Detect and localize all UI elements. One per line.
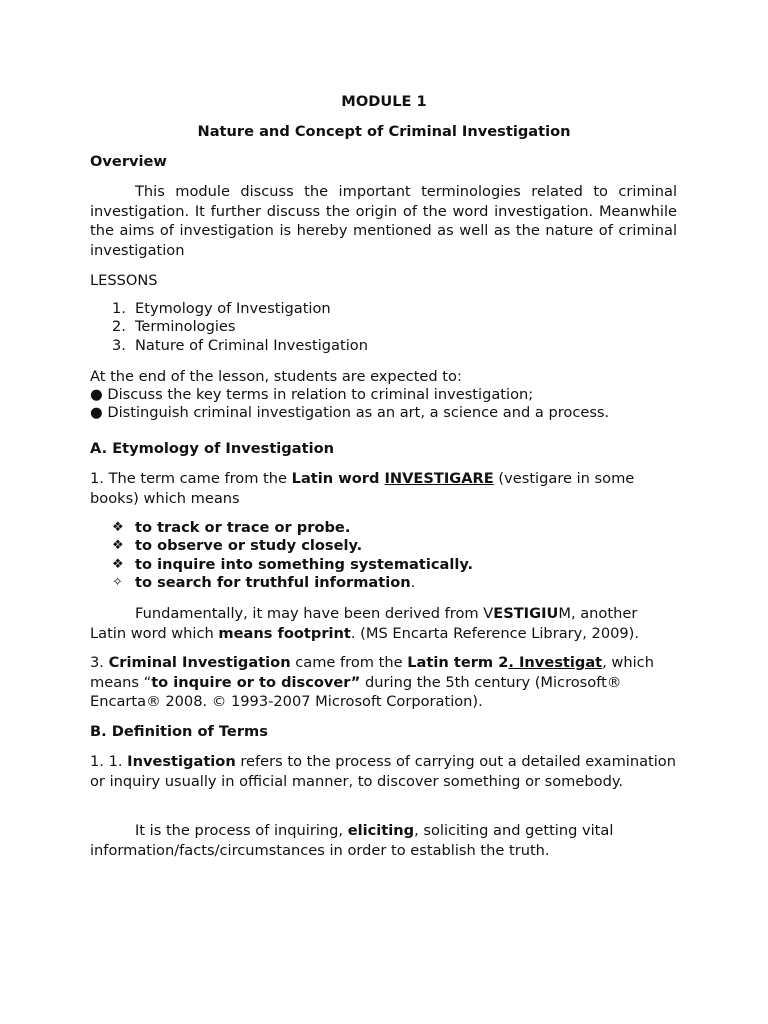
text-run-bold: eliciting [347, 822, 415, 839]
meaning-text: to observe or study closely. [135, 537, 363, 555]
text-run-bold: means footprint [218, 624, 351, 642]
text-run-bold-underline: INVESTIGARE [384, 470, 494, 487]
overview-text: This module discuss the important terminologies related to criminal investigation. It further discuss the origin of the word investigation. Meanwhile the aims of investigation is hereby mentioned as well as the nature of criminal investigation [90, 183, 677, 259]
text-run-bold: Latin word [291, 470, 385, 487]
text-run: . (MS Encarta Reference Library, 2009). [350, 624, 640, 642]
section-b-heading: B. Definition of Terms [90, 723, 268, 740]
lesson-item [90, 317, 677, 335]
lesson-number: 1. [112, 300, 126, 317]
lesson-number: 3. [112, 336, 126, 354]
text-run: , which means “ [90, 654, 654, 691]
lessons-heading: LESSONS [90, 272, 158, 289]
outline-diamond-bullet-icon: ✧ [112, 574, 123, 590]
text-run-bold: Criminal Investigation [108, 654, 291, 671]
text-run: 1. The term came from the [90, 470, 292, 487]
text-run: 3. [90, 654, 109, 671]
lesson-label: Nature of Criminal Investigation [135, 336, 368, 354]
text-run: , soliciting and getting vital information/facts/circumstances in order to establish the truth. [90, 822, 614, 859]
meaning-trail: . [410, 573, 416, 591]
text-run: refers to the process of carrying out a detailed examination or inquiry usually in official manner, to discover something or somebody. [90, 753, 676, 790]
meaning-item [90, 518, 677, 536]
text-run-bold: Investigation [127, 753, 236, 770]
section-a-heading: A. Etymology of Investigation [90, 440, 334, 457]
diamond-bullet-icon: ❖ [112, 520, 124, 535]
section-a-paragraph-1 [90, 469, 677, 508]
lesson-label: Etymology of Investigation [135, 300, 331, 317]
meaning-text: to search for truthful information [135, 573, 411, 591]
lesson-number: 2. [112, 318, 126, 336]
diamond-bullet-icon: ❖ [112, 556, 124, 572]
meaning-text: to track or trace or probe. [135, 519, 351, 536]
text-run-bold: ESTIGIU [493, 605, 559, 622]
objective-text: Discuss the key terms in relation to criminal investigation; [107, 386, 534, 403]
objective-item [90, 403, 677, 423]
meaning-item [90, 573, 677, 591]
objective-text: Distinguish criminal investigation as an art, a science and a process. [107, 404, 610, 421]
lesson-item [90, 336, 677, 354]
text-run: It is the process of inquiring, [135, 822, 348, 839]
bullet-icon: ● [90, 404, 103, 421]
section-b-paragraph-2 [90, 821, 677, 860]
text-run: M, another Latin word which [90, 605, 638, 642]
objectives-intro: At the end of the lesson, students are expected to: [90, 368, 462, 385]
meaning-item [90, 536, 677, 554]
meaning-item [90, 555, 677, 573]
text-run: (vestigare in some books) which means [90, 470, 635, 507]
section-a-paragraph-2 [90, 604, 677, 643]
text-run-bold-underline: . Investigat [508, 654, 603, 671]
module-title: MODULE 1 [341, 93, 427, 110]
diamond-bullet-icon: ❖ [112, 538, 124, 554]
text-run: 1. 1. [90, 753, 128, 770]
lessons-list [90, 299, 677, 354]
text-run: Fundamentally, it may have been derived from V [135, 605, 494, 622]
section-a-paragraph-3 [90, 653, 677, 712]
lesson-item [90, 299, 677, 317]
text-run: during the 5th century (Microsoft® Encarta® 2008. © 1993-2007 Microsoft Corporation). [90, 673, 622, 711]
overview-heading: Overview [90, 153, 167, 170]
objective-item [90, 385, 677, 405]
lesson-label: Terminologies [135, 318, 236, 336]
section-b-paragraph-1 [90, 752, 677, 791]
text-run-bold: Latin term 2 [407, 654, 509, 671]
text-run: came from the [290, 654, 408, 671]
meaning-text: to inquire into something systematically. [135, 555, 474, 573]
bullet-icon: ● [90, 386, 103, 403]
module-subtitle: Nature and Concept of Criminal Investigation [197, 123, 571, 140]
text-run-bold: to inquire or to discover” [151, 673, 361, 691]
meaning-list [90, 518, 677, 591]
